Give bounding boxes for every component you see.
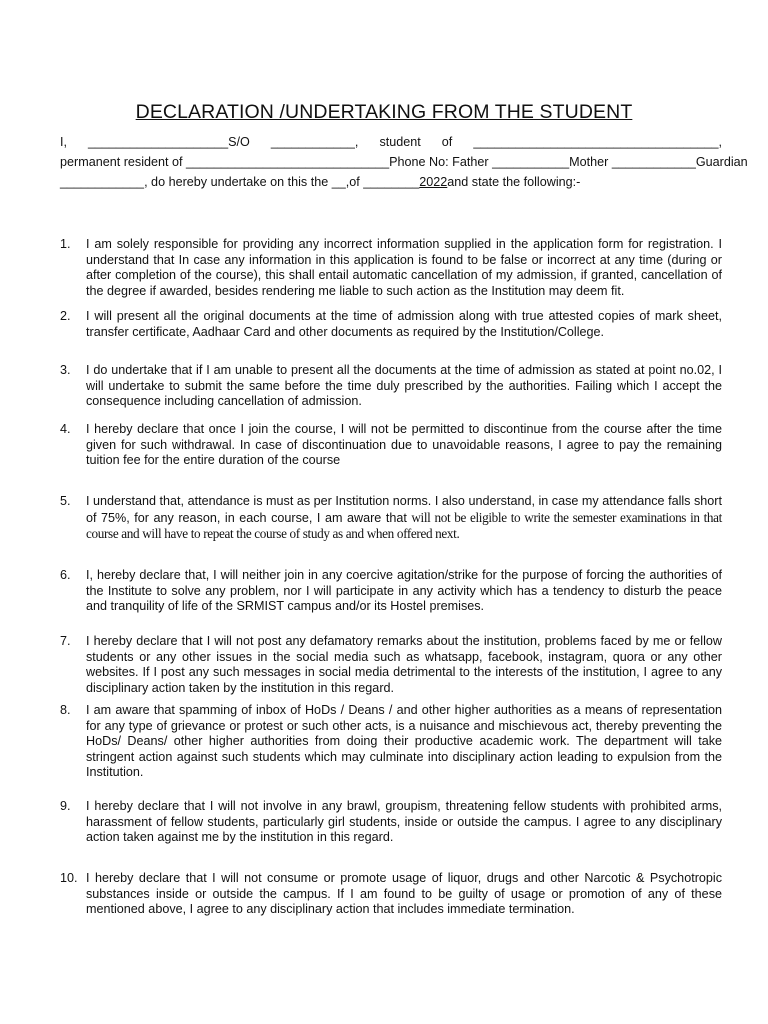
declaration-item-1 [60, 237, 722, 299]
month-blank: ________ [363, 175, 420, 189]
item-number: 1. [60, 237, 71, 251]
item-text: I do undertake that if I am unable to present all the documents at the time of admission as stated at point no.02, I will undertake to submit the same before the time duly prescribed by the authorities. Failing which I accept the consequence including cancellation of admission. [86, 363, 722, 409]
document-title: DECLARATION /UNDERTAKING FROM THE STUDENT [135, 101, 633, 123]
item-number: 8. [60, 703, 71, 717]
declaration-intro [60, 132, 748, 192]
item-text: I, hereby declare that, I will neither join in any coercive agitation/strike for the purpose of forcing the authorities of the Institute to solve any problem, nor I will participate in any activity which has a tendency to disturb the peace and tranquility of life of the SRMIST campus and/or its Hostel premises. [86, 568, 722, 614]
intro-line-1 [60, 132, 722, 152]
intro-student-word: student [379, 135, 421, 149]
mother-phone: Mother ____________Guardian [569, 155, 748, 169]
guardian-phone-blank: ____________ [60, 175, 145, 189]
father-phone-blank: ___________ [492, 155, 570, 169]
declaration-item-2 [60, 309, 722, 340]
item-number: 7. [60, 634, 71, 648]
declaration-item-7 [60, 634, 722, 696]
declaration-item-6 [60, 568, 722, 615]
mother-phone-blank: ____________ [611, 155, 696, 169]
declaration-item-8 [60, 703, 722, 781]
declaration-item-10 [60, 871, 722, 918]
item-text: I hereby declare that once I join the course, I will not be permitted to discontinue from the course after the time given for such withdrawal. In case of discontinuation due to unavoidable reasons, I agree to pay the remaining tuition fee for the entire duration of the course [86, 422, 722, 468]
declaration-item-3 [60, 363, 722, 410]
item-text: I hereby declare that I will not involve in any brawl, groupism, threatening fellow students with prohibited arms, harassment of fellow students, particularly girl students, inside or outside the campus. I agree to any disciplinary action taken against me by the institution in this regard. [86, 799, 722, 845]
intro-pronoun: I, [60, 135, 67, 149]
item-number: 6. [60, 568, 71, 582]
item-number: 4. [60, 422, 71, 436]
item-number: 9. [60, 799, 71, 813]
item-text: I am solely responsible for providing any incorrect information supplied in the application form for registration. I understand that In case any information in this application is found to be false or incorrect at any time (during or after completion of the course), this shall entail automatic cancellation of my admission, if granted, cancellation of the degree if awarded, besides rendering me liable to such action as the Institution may deem fit. [86, 237, 722, 298]
item-text: I will present all the original documents at the time of admission along with true attested copies of mark sheet, transfer certificate, Aadhaar Card and other documents as required by the Institution/College. [86, 309, 722, 339]
parent-name-blank: ____________, [270, 135, 359, 149]
item-number: 2. [60, 309, 71, 323]
item-text: I understand that, attendance is must as per Institution norms. I also understand, in case my attendance falls short of 75%, for any reason, in each course, I am aware that will not be eligible to write the semester examinations in that course and will have to repeat the course of study as and when offered next. [86, 494, 722, 542]
intro-line-2 [60, 152, 748, 172]
declaration-item-4 [60, 422, 722, 469]
item-number: 10. [60, 871, 78, 885]
item-text: I hereby declare that I will not post any defamatory remarks about the institution, problems faced by me or fellow students or any other issues in the social media such as whatsapp, facebook, instagram, quora or any other websites. If I post any such messages in social media detrimental to the interests of the institution, I agree to any disciplinary action taken by the institution in this regard. [86, 634, 722, 695]
item-number: 5. [60, 494, 71, 508]
address-blank: _____________________________ [186, 155, 390, 169]
father-phone: Phone No: Father ___________ [389, 155, 570, 169]
item-text: I hereby declare that I will not consume or promote usage of liquor, drugs and other Narcotic & Psychotropic substances inside or outside the campus. If I am found to be guilty of usage or promotion of any of these mentioned above, I agree to any disciplinary action that includes immediate termination. [86, 871, 722, 917]
intro-line-3: ____________, do hereby undertake on this the __,of ________2022and state the following:- [60, 175, 581, 189]
declaration-item-5 [60, 494, 722, 543]
item-text: I am aware that spamming of inbox of HoDs / Deans / and other higher authorities as a means of representation for any type of grievance or protest or such other acts, is a nuisance and mischievous act, thereby preventing the HoDs/ Deans/ other higher authorities from doing their productive academic work. The department will take stringent action against such students which may culminate into disciplinary action leading to expulsion from the Institution. [86, 703, 722, 780]
year-value: 2022 [419, 175, 448, 189]
item-number: 3. [60, 363, 71, 377]
declaration-item-9 [60, 799, 722, 846]
name-blank: ____________________S/O [88, 135, 250, 149]
resident-label: permanent resident of _____________________________ [60, 155, 390, 169]
institution-blank: ___________________________________, [473, 135, 722, 149]
intro-of-word: of [441, 135, 453, 149]
